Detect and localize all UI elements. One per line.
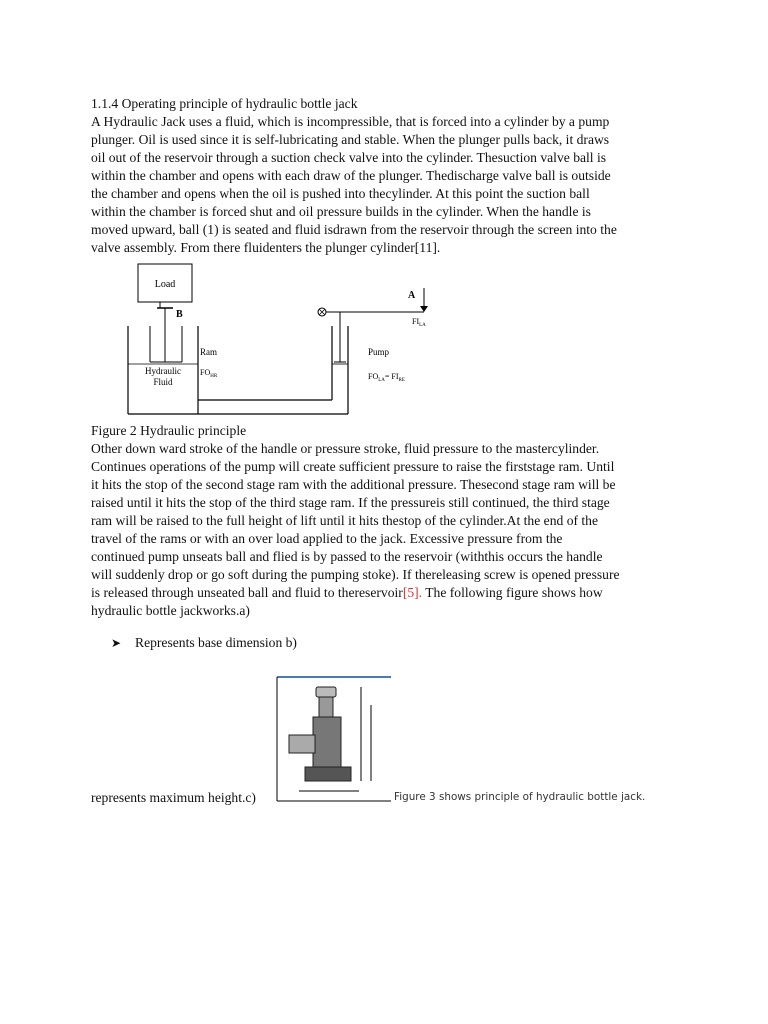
text-line: Other down ward stroke of the handle or pressure stroke, fluid pressure to the mastercylinder. (91, 441, 600, 456)
text-line: raised until it hits the stop of the third stage ram. If the pressureis still continued, the third stage (91, 495, 610, 510)
text-line: within the chamber is forced shut and oil pressure builds in the cylinder. When the handle is (91, 204, 591, 219)
text-line: travel of the rams or with an over load applied to the jack. Excessive pressure from the (91, 531, 563, 546)
section-heading: 1.1.4 Operating principle of hydraulic bottle jack (91, 96, 358, 111)
text-line: oil out of the reservoir through a suction check valve into the cylinder. Thesuction valve ball is (91, 150, 607, 165)
force-arrow-icon (420, 306, 428, 312)
text-line: Continues operations of the pump will create sufficient pressure to raise the firststage ram. Until (91, 459, 615, 474)
text-line: within the chamber and opens with each draw of the plunger. Thedischarge valve ball is outside (91, 168, 611, 183)
arrowhead-bullet-icon: ➤ (111, 636, 122, 650)
label-b: B (176, 309, 183, 320)
load-label: Load (154, 279, 176, 290)
reference-link[interactable]: [5]. (402, 585, 423, 600)
hydraulic-principle-figure (120, 262, 455, 422)
ram-label: Ram (200, 347, 217, 357)
figure-2-caption: Figure 2 Hydraulic principle (91, 423, 247, 438)
text-line: it hits the stop of the second stage ram with the additional pressure. Thesecond stage ram will be (91, 477, 616, 492)
text-line: ram will be raised to the full height of lift until it hits thestop of the cylinder.At the end of the (91, 513, 599, 528)
fo-la-label: $FO_{LA}= FI_{RE}$ (368, 372, 405, 383)
fi-la-label: $FI_{LA}$ (412, 317, 426, 328)
paragraph-pressure-stroke (91, 440, 691, 620)
text-line: valve assembly. From there fluidenters the plunger cylinder[11]. (91, 240, 441, 255)
text-span: is released through unseated ball and fluid to thereservoir (91, 585, 403, 600)
bottle-jack-figure (275, 675, 393, 803)
fo-hr-label: $FO_{HR}$ (200, 368, 218, 379)
paragraph-operating-principle (91, 95, 691, 257)
fluid-label-1: Hydraulic (145, 366, 181, 376)
text-line: continued pump unseats ball and flied is by passed to the reservoir (withthis occurs the handle (91, 549, 603, 564)
fluid-label-2: Fluid (153, 377, 173, 387)
text-line: the chamber and opens when the oil is pushed into thecylinder. At this point the suction ball (91, 186, 590, 201)
pump-label: Pump (368, 347, 390, 357)
text-line (91, 584, 691, 602)
maximum-height-text: represents maximum height.c) (91, 790, 256, 805)
text-line: A Hydraulic Jack uses a fluid, which is incompressible, that is forced into a cylinder by a pump (91, 114, 610, 129)
text-line: will suddenly drop or go soft during the pumping stoke). If thereleasing screw is opened pressure (91, 567, 620, 582)
figure-3-caption: Figure 3 shows principle of hydraulic bottle jack. (394, 791, 646, 803)
bullet-item (111, 634, 297, 652)
text-span: The following figure shows how (422, 585, 603, 600)
text-line: moved upward, ball (1) is seated and fluid isdrawn from the reservoir through the screen into the (91, 222, 617, 237)
bullet-text: Represents base dimension b) (135, 635, 297, 650)
text-line: plunger. Oil is used since it is self-lubricating and stable. When the plunger pulls back, it draws (91, 132, 610, 147)
text-line: hydraulic bottle jackworks.a) (91, 603, 250, 618)
label-a: A (408, 290, 416, 301)
